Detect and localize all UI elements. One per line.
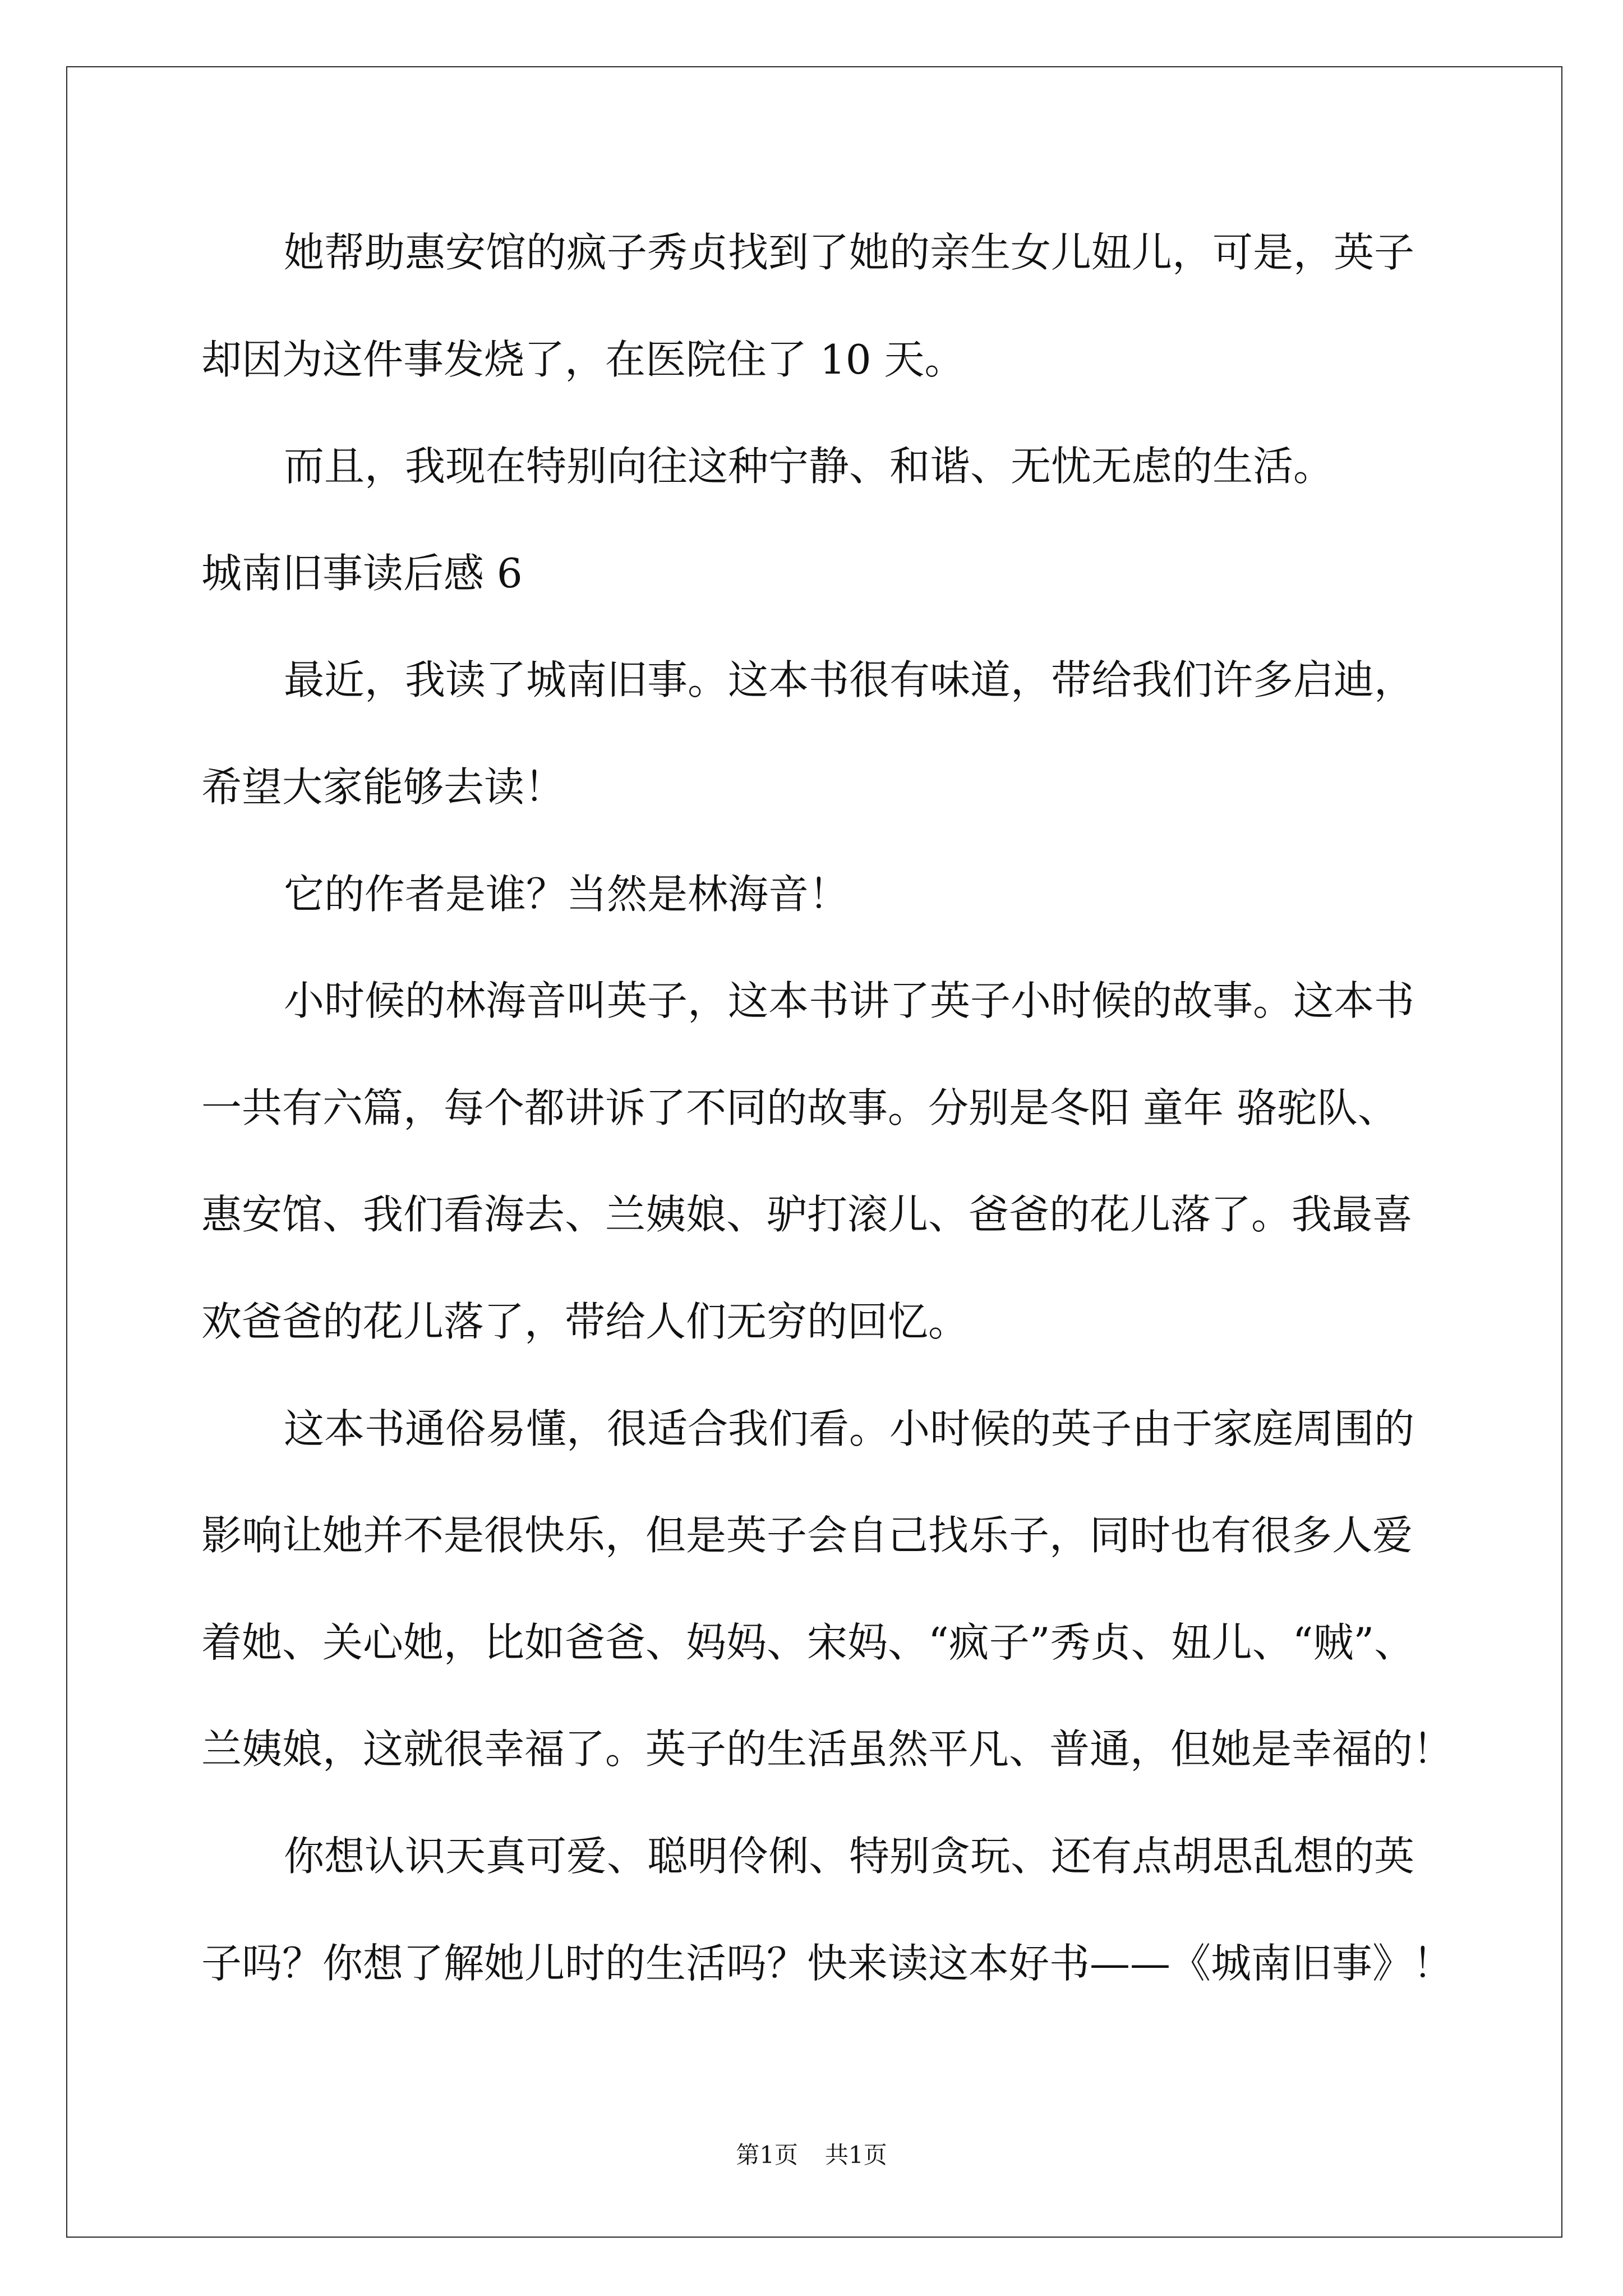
- paragraph: [201, 1803, 1547, 2017]
- text-line: 它的作者是谁？当然是林海音！: [284, 870, 850, 918]
- text-line: 惠安馆、我们看海去、兰姨娘、驴打滚儿、爸爸的花儿落了。我最喜: [201, 1191, 1413, 1239]
- text-line: 一共有六篇，每个都讲诉了不同的故事。分别是冬阳 童年 骆驼队、: [201, 1084, 1398, 1131]
- paragraph: [201, 413, 1547, 520]
- text-line: 兰姨娘，这就很幸福了。英子的生活虽然平凡、普通，但她是幸福的！: [201, 1726, 1454, 1773]
- paragraph: [201, 1375, 1547, 1803]
- heading-text: 城南旧事读后感 6: [201, 549, 523, 597]
- section-heading: [201, 520, 1547, 627]
- text-line: 却因为这件事发烧了，在医院住了 10 天。: [201, 335, 965, 383]
- paragraph: [201, 627, 1547, 840]
- text-line: 这本书通俗易懂，很适合我们看。小时候的英子由于家庭周围的: [284, 1405, 1415, 1452]
- text-line: 希望大家能够去读！: [201, 763, 565, 811]
- text-line: 你想认识天真可爱、聪明伶俐、特别贪玩、还有点胡思乱想的英: [284, 1832, 1415, 1880]
- text-line: 最近，我读了城南旧事。这本书很有味道，带给我们许多启迪，: [284, 656, 1415, 704]
- text-line: 她帮助惠安馆的疯子秀贞找到了她的亲生女儿妞儿，可是，英子: [284, 229, 1415, 276]
- paragraph: [201, 947, 1547, 1375]
- paragraph: [201, 841, 1547, 948]
- document-body: [201, 199, 1547, 2017]
- page-footer: [0, 2138, 1623, 2172]
- text-line: 着她、关心她，比如爸爸、妈妈、宋妈、“疯子”秀贞、妞儿、“贼”、: [201, 1618, 1415, 1666]
- paragraph: [201, 199, 1547, 413]
- text-line: 小时候的林海音叫英子，这本书讲了英子小时候的故事。这本书: [284, 977, 1415, 1025]
- text-line: 而且，我现在特别向往这种宁静、和谐、无忧无虑的生活。: [284, 443, 1334, 490]
- page-number: 第1页: [736, 2141, 798, 2169]
- text-line: 欢爸爸的花儿落了，带给人们无穷的回忆。: [201, 1297, 969, 1345]
- page-total: 共1页: [825, 2141, 887, 2169]
- text-line: 子吗？你想了解她儿时的生活吗？快来读这本好书——《城南旧事》！: [201, 1939, 1454, 1987]
- text-line: 影响让她并不是很快乐，但是英子会自己找乐子，同时也有很多人爱: [201, 1512, 1413, 1559]
